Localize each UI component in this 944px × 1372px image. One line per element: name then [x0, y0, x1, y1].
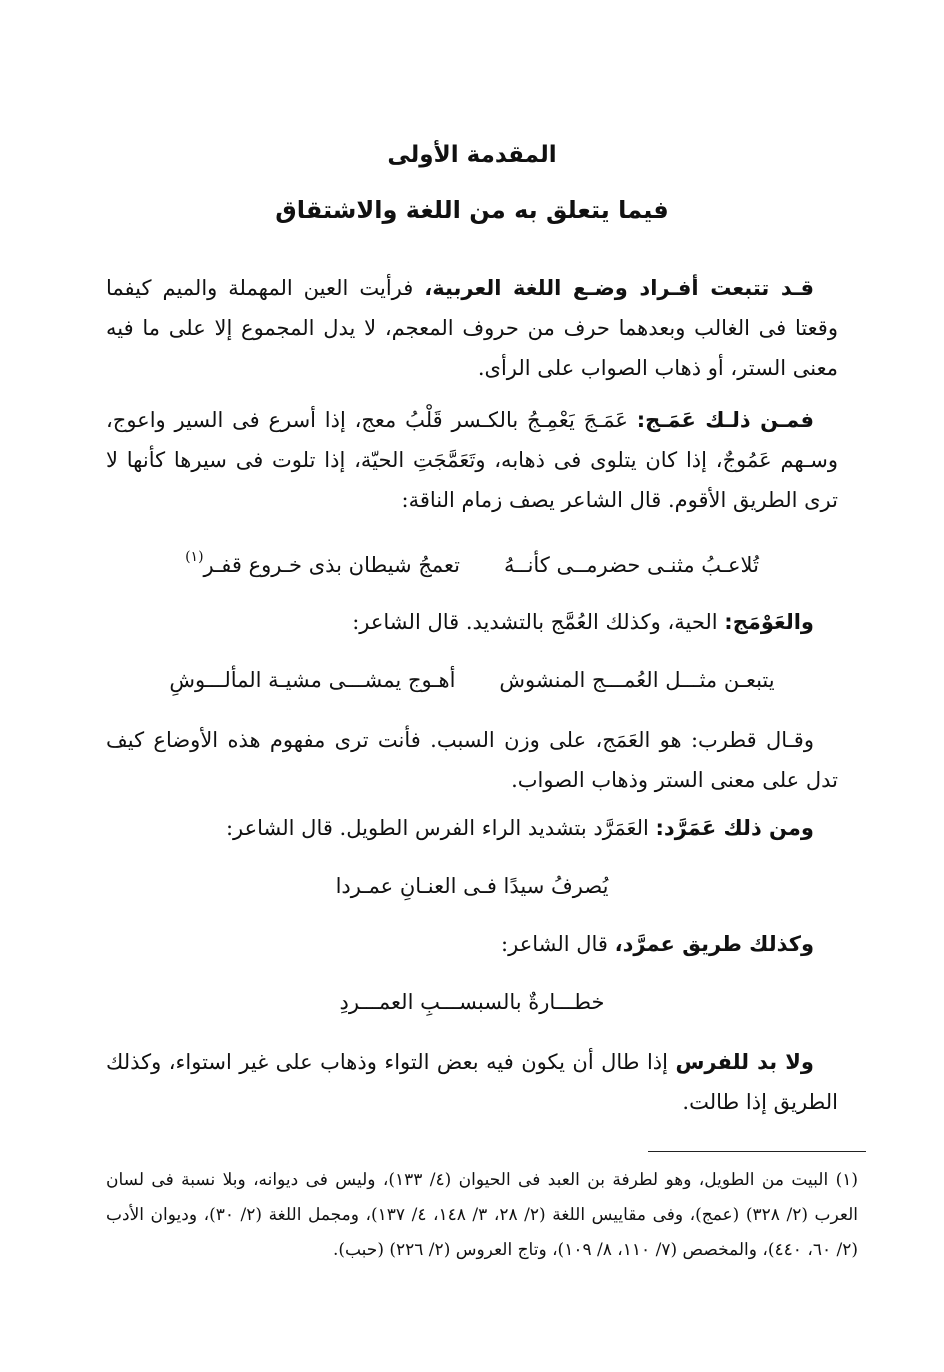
paragraph-3-text: الحية، وكذلك العُمَّج بالتشديد. قال الشاعر:: [352, 610, 725, 634]
verse-1: [106, 545, 838, 585]
paragraph-2-lead: فمـن ذلـك عَمَـج:: [636, 408, 814, 432]
paragraph-2: [106, 400, 838, 520]
paragraph-3: [106, 602, 838, 642]
section-subtitle: فيما يتعلق به من اللغة والاشتقاق: [275, 196, 669, 224]
verse-2-first-hemistich: يتبعـن مثـــل العُمـــج المنشوش: [499, 668, 775, 692]
verse-4-line: خطـــارةٌ بالسبســـبِ العمـــردِ: [339, 990, 605, 1014]
paragraph-2-text: عَمَـجَ يَعْمِـجُ بالكـسر قَلْبُ معج، إذا أسرع فى السير واعوج، وسـهم عَمُوجٌ، إذا كان يتلوى فى ذهابه، وتَعَمَّجَتِ الحيّة، إذا تلوت فى سيرها كأنها لا ترى الطريق الأقوم. قال الشاعر يصف زمام الناقة:: [106, 408, 838, 512]
paragraph-1-text: فرأيت العين المهملة والميم كيفما وقعتا فى الغالب وبعدهما حرف من حروف المعجم، لا يدل المجموع إلا على ما فيه معنى الستر، أو ذهاب الصواب على الرأى.: [106, 276, 838, 380]
footnote-marker: (١): [185, 549, 204, 565]
paragraph-6-text: قال الشاعر:: [501, 932, 615, 956]
paragraph-7-lead: ولا بد للفرس: [675, 1050, 814, 1074]
paragraph-3-lead: والعَوْمَج:: [724, 610, 814, 634]
verse-3-line: يُصرفُ سيدًا فـى العنـانِ عمـردا: [335, 874, 609, 898]
paragraph-5-lead: ومن ذلك عَمَرَّد:: [655, 816, 814, 840]
footnote-separator: [648, 1151, 866, 1152]
paragraph-6: [106, 924, 838, 964]
paragraph-5: [106, 808, 838, 848]
verse-2: [106, 660, 838, 700]
paragraph-7: [106, 1042, 838, 1122]
paragraph-7-text: إذا طال أن يكون فيه بعض التواء وذهاب على غير استواء، وكذلك الطريق إذا طالت.: [106, 1050, 838, 1114]
paragraph-1-lead: قـد تتبعت أفـراد وضـع اللغة العربية،: [424, 276, 814, 300]
verse-2-second-hemistich: أهـوج يمشـــى مشيـة المألـــوشِ: [169, 668, 456, 692]
paragraph-1: [106, 268, 838, 388]
paragraph-6-lead: وكذلك طريق عمرَّد،: [614, 932, 814, 956]
section-title: المقدمة الأولى: [387, 142, 557, 168]
paragraph-5-text: العَمَرَّد بتشديد الراء الفرس الطويل. قال الشاعر:: [225, 816, 656, 840]
footnote-1: (١) البيت من الطويل، وهو لطرفة بن العبد فى الحيوان (٤/ ١٣٣)، وليس فى ديوانه، وبلا نسبة فى لسان العرب (٢/ ٣٢٨) (عمج)، وفى مقاييس اللغة (٢/ ٢٨، ٣/ ١٤٨، ٤/ ١٣٧)، ومجمل اللغة (٢/ ٣٠)، وديوان الأدب (٢/ ٦٠، ٤٤٠)، والمخصص (٧/ ١١٠، ٨/ ١٠٩)، وتاج العروس (٢/ ٢٢٦) (حبب).: [106, 1170, 858, 1260]
paragraph-4: وقـال قطرب: هو العَمَج، على وزن السبب. فأنت ترى مفهوم هذه الأوضاع كيف تدل على معنى الستر وذهاب الصواب.: [106, 728, 838, 792]
verse-1-second-hemistich: تعمجُ شيطان بذى خـروع قفـر$^{(١)}$: [185, 549, 460, 577]
verse-1-first-hemistich: تُلاعـبُ مثنـى حضرمــى كأنــهُ: [504, 553, 759, 577]
verse-4: [106, 982, 838, 1022]
verse-3: [106, 866, 838, 906]
